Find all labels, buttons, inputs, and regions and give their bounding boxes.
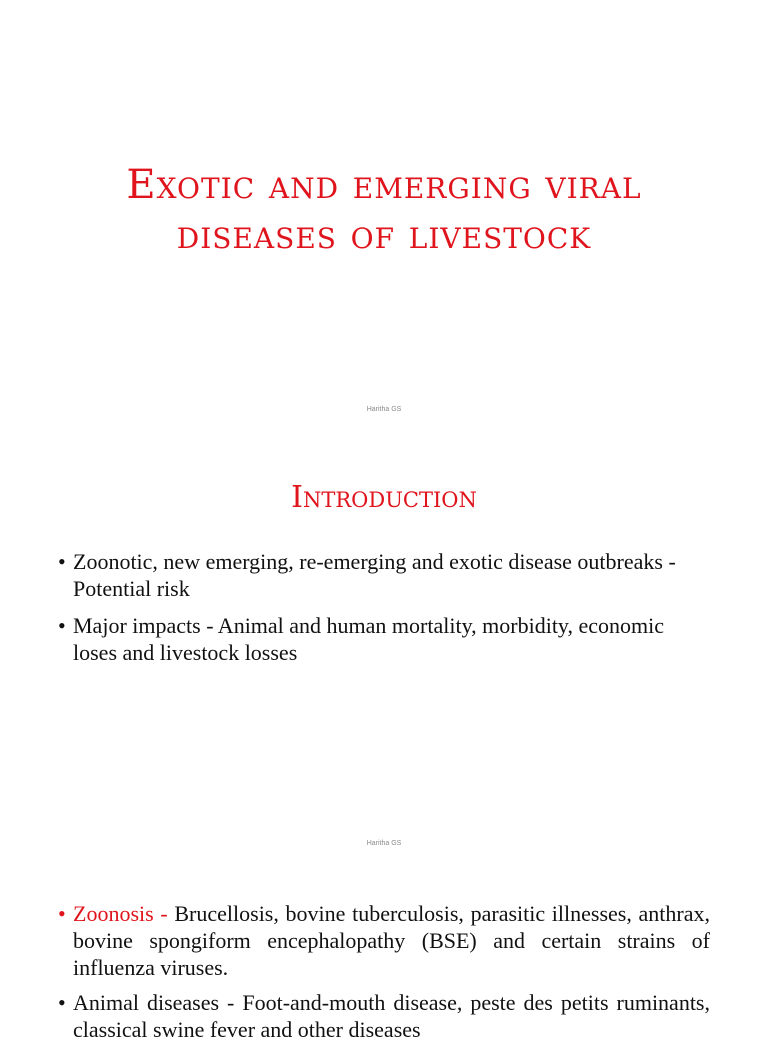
- bullet-text: Major impacts - Animal and human mortality, morbidity, economic loses and livestock losses: [73, 613, 665, 665]
- slide-title: Introduction: [291, 480, 477, 515]
- bullet-item: [58, 548, 710, 602]
- title-slide: [0, 0, 768, 440]
- introduction-slide: [0, 440, 768, 860]
- bullet-lead-term: Zoonosis -: [73, 901, 168, 926]
- presentation-title: [0, 160, 768, 260]
- slide-footer: Haritha GS: [366, 406, 402, 413]
- bullet-icon: •: [58, 613, 66, 638]
- bullet-text: Zoonotic, new emerging, re-emerging and exotic disease outbreaks -Potential risk: [73, 549, 676, 601]
- title-line-1: Exotic and emerging viral: [126, 162, 642, 208]
- slide-footer: Haritha GS: [366, 840, 402, 847]
- bullet-icon: •: [58, 990, 66, 1015]
- bullet-list: [58, 548, 710, 676]
- bullet-text: Animal diseases - Foot-and-mouth disease, peste des petits ruminants, classical swine fever and other diseases: [73, 990, 710, 1042]
- bullet-icon: •: [58, 901, 66, 926]
- zoonosis-slide: [0, 860, 768, 1042]
- bullet-text: Brucellosis, bovine tuberculosis, parasitic illnesses, anthrax, bovine spongiform encephalopathy (BSE) and certain strains of influenza viruses.: [73, 901, 711, 980]
- title-line-2: diseases of livestock: [176, 212, 592, 258]
- bullet-item: [58, 612, 710, 666]
- bullet-list: [58, 900, 710, 1051]
- bullet-icon: •: [58, 549, 66, 574]
- bullet-item: [58, 989, 710, 1043]
- bullet-item: [58, 900, 710, 981]
